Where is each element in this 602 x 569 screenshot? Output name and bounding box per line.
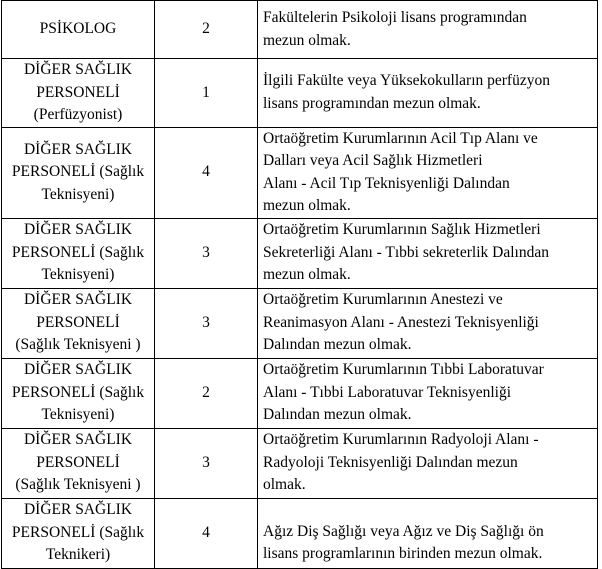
position-title-line: DİĞER SAĞLIK <box>23 61 133 78</box>
position-title-line: PSİKOLOG <box>39 20 117 38</box>
requirement-line: Ortaöğretim Kurumlarının Acil Tıp Alanı ve <box>263 129 538 147</box>
requirement-cell <box>258 1 598 59</box>
position-count-cell <box>155 127 258 218</box>
position-title-line: Teknisyeni) <box>41 185 115 203</box>
position-title-cell <box>2 59 155 128</box>
position-title-cell <box>2 288 155 358</box>
position-title-cell <box>2 358 155 428</box>
staff-requirements-table <box>1 0 598 569</box>
requirement-line: mezun olmak. <box>263 197 351 214</box>
requirement-cell <box>258 358 598 428</box>
position-title-line: Teknisyeni) <box>41 406 115 424</box>
position-title-line: PERSONELİ (Sağlık <box>11 523 145 541</box>
position-count-cell <box>155 358 258 428</box>
position-title-line: DİĞER SAĞLIK <box>23 501 133 519</box>
table-row <box>2 288 598 358</box>
table-row <box>2 218 598 288</box>
position-title-line: PERSONELİ <box>36 453 120 471</box>
requirement-line: Dalından mezun olmak. <box>263 406 412 424</box>
position-title-cell <box>2 127 155 218</box>
position-title-line: PERSONELİ <box>36 83 120 101</box>
requirement-line: Reanimasyon Alanı - Anestezi Teknisyenliği <box>263 313 539 331</box>
position-title-line: (Perfüzyonist) <box>33 106 123 123</box>
position-count-cell <box>155 1 258 59</box>
position-title-line: PERSONELİ <box>36 313 120 331</box>
table-row <box>2 358 598 428</box>
position-count: 2 <box>202 20 210 38</box>
requirement-line: Alanı - Tıbbi Laboratuvar Teknisyenliği <box>263 383 512 401</box>
position-count-cell <box>155 59 258 128</box>
position-title-line: PERSONELİ (Sağlık <box>11 383 145 401</box>
position-title-cell <box>2 498 155 568</box>
table-row <box>2 1 598 59</box>
position-count-cell <box>155 218 258 288</box>
requirement-cell <box>258 428 598 498</box>
requirement-line: Fakültelerin Psikoloji lisans programından <box>263 9 527 26</box>
requirement-line: Sekreterliği Alanı - Tıbbi sekreterlik Dalından <box>263 243 549 261</box>
position-count: 4 <box>202 163 210 181</box>
requirement-line: Ağız Diş Sağlığı veya Ağız ve Diş Sağlığı ön <box>263 522 544 540</box>
table-row <box>2 127 598 218</box>
position-title-line: (Sağlık Teknisyeni ) <box>15 476 141 494</box>
requirement-line: Radyoloji Teknisyenliği Dalından mezun <box>263 453 518 471</box>
table-row <box>2 428 598 498</box>
requirement-cell <box>258 288 598 358</box>
position-count: 1 <box>202 83 210 101</box>
position-count-cell <box>155 498 258 568</box>
requirement-line: Alanı - Acil Tıp Teknisyenliği Dalından <box>263 174 510 192</box>
requirement-line: Ortaöğretim Kurumlarının Radyoloji Alanı - <box>263 431 539 449</box>
position-count: 3 <box>202 313 210 331</box>
requirement-line: Ortaöğretim Kurumlarının Anestezi ve <box>263 291 503 309</box>
requirement-line: mezun olmak. <box>263 266 351 284</box>
position-title-line: DİĞER SAĞLIK <box>23 431 133 449</box>
position-title-line: Teknisyeni) <box>41 266 115 284</box>
position-count: 3 <box>202 453 210 471</box>
requirement-line: Ortaöğretim Kurumlarının Sağlık Hizmetleri <box>263 221 541 239</box>
requirement-line: lisans programlarının birinden mezun olmak. <box>263 545 543 562</box>
position-title-line: PERSONELİ (Sağlık <box>11 243 145 261</box>
position-title-cell <box>2 1 155 59</box>
position-title-line: DİĞER SAĞLIK <box>23 361 133 379</box>
position-title-line: PERSONELİ (Sağlık <box>11 163 145 181</box>
requirement-line: Dalları veya Acil Sağlık Hizmetleri <box>263 152 483 169</box>
position-count: 3 <box>202 243 210 261</box>
requirement-cell <box>258 127 598 218</box>
position-title-line: DİĞER SAĞLIK <box>23 291 133 309</box>
requirement-line: Ortaöğretim Kurumlarının Tıbbi Laboratuvar <box>263 361 544 379</box>
position-title-line: (Sağlık Teknisyeni ) <box>15 336 141 354</box>
position-title-line: DİĞER SAĞLIK <box>23 140 133 158</box>
requirement-cell <box>258 59 598 128</box>
requirement-cell <box>258 498 598 568</box>
requirement-line: Dalından mezun olmak. <box>263 336 412 354</box>
requirement-line: lisans programından mezun olmak. <box>263 94 481 112</box>
table-row <box>2 498 598 568</box>
position-title-line: DİĞER SAĞLIK <box>23 221 133 239</box>
position-count: 4 <box>202 523 210 541</box>
position-count-cell <box>155 288 258 358</box>
table-row <box>2 59 598 128</box>
position-count: 2 <box>202 383 210 401</box>
position-count-cell <box>155 428 258 498</box>
position-title-cell <box>2 428 155 498</box>
requirement-line: mezun olmak. <box>263 31 351 49</box>
requirement-cell <box>258 218 598 288</box>
requirement-line: İlgili Fakülte veya Yüksekokulların perfüzyon <box>263 72 550 90</box>
position-title-cell <box>2 218 155 288</box>
requirement-line: olmak. <box>263 476 306 494</box>
position-title-line: Teknikeri) <box>45 546 111 564</box>
